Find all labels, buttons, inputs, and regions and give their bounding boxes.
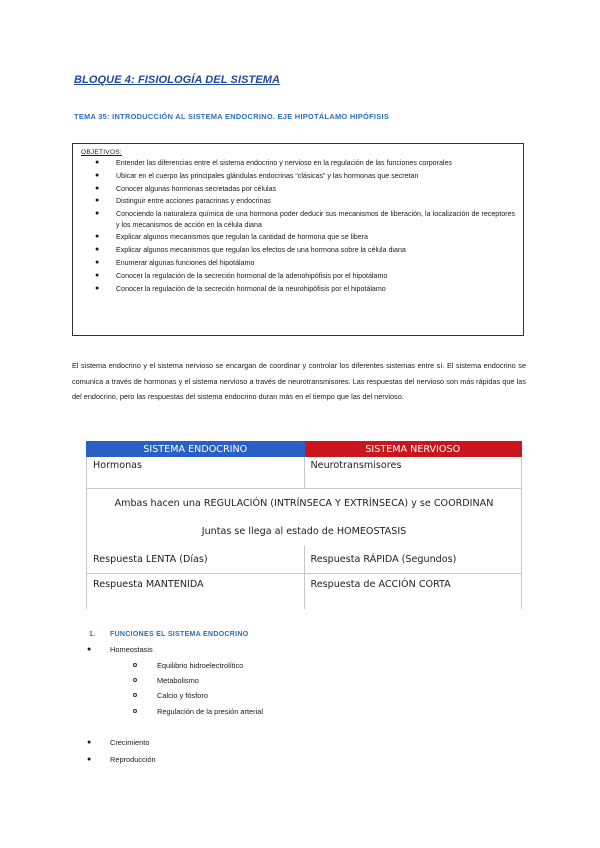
- cell-shared-regulation: Ambas hacen una REGULACIÓN (INTRÍNSECA Y EXTRÍNSECA) y se COORDINAN: [87, 489, 522, 518]
- cell-nervous-duration: Respuesta de ACCIÓN CORTA: [304, 574, 522, 610]
- function-label: Reproducción: [110, 754, 156, 764]
- sub-list-item: [110, 704, 263, 719]
- cell-endocrine-duration: Respuesta MANTENIDA: [87, 574, 305, 610]
- functions-section-heading: [89, 631, 249, 638]
- objective-item: [81, 284, 515, 294]
- table-row: [87, 574, 522, 610]
- objective-item: [81, 232, 515, 242]
- cell-nervous-messenger: Neurotransmisores: [304, 457, 522, 489]
- cell-endocrine-speed: Respuesta LENTA (Días): [87, 545, 305, 574]
- intro-paragraph: El sistema endocrino y el sistema nervioso se encargan de coordinar y controlar los diferentes sistemas entre sí. El sistema endocrino se comunica a través de hormonas y el sistema nervioso a través de neurotransmisores. Las respuestas del nervioso son más rápidas que las del endocrino, pero las respuestas del sistema endocrino duran más en el tiempo que las del nervioso.: [72, 361, 526, 402]
- functions-list: [72, 644, 263, 766]
- bullet-icon: ●: [95, 171, 100, 179]
- function-label: Homeostasis: [110, 645, 153, 654]
- cell-endocrine-messenger: Hormonas: [87, 457, 305, 489]
- homeostasis-sublist: [110, 658, 263, 719]
- objectives-heading: OBJETIVOS:: [81, 149, 122, 156]
- block-title: BLOQUE 4: FISIOLOGÍA DEL SISTEMA: [74, 74, 281, 86]
- objectives-box: [72, 143, 524, 336]
- table-row: [87, 517, 522, 545]
- objective-text: Conocer la regulación de la secreción hormonal de la neurohipófisis por el hipotálamo: [116, 284, 386, 293]
- circle-bullet-icon: [133, 709, 137, 713]
- objective-text: Conociendo la naturaleza química de una hormona poder deducir sus mecanismos de liberación, la localización de receptores y los mecanismos de acción en la célula diana: [116, 210, 515, 229]
- cell-shared-homeostasis: Juntas se llega al estado de HOMEOSTASIS: [87, 517, 522, 545]
- objective-item: [81, 184, 515, 194]
- sub-item-label: Equilibrio hidroelectrolítico: [157, 661, 244, 670]
- objective-text: Conocer algunas hormonas secretadas por células: [116, 184, 277, 193]
- objective-item: [81, 271, 515, 281]
- bullet-icon: ●: [87, 738, 92, 746]
- objective-item: [81, 196, 515, 206]
- objective-item: [81, 258, 515, 268]
- circle-bullet-icon: [133, 693, 137, 697]
- bullet-icon: ●: [95, 210, 100, 218]
- bullet-icon: ●: [95, 246, 100, 254]
- sub-list-item: [110, 658, 263, 673]
- sub-item-label: Regulación de la presión arterial: [157, 706, 263, 716]
- objective-text: Distinguir entre acciones paracrinas y endocrinas: [116, 197, 271, 206]
- function-item-homeostasis: [72, 644, 263, 719]
- sub-list-item: [110, 688, 263, 703]
- bullet-icon: ●: [87, 755, 92, 763]
- section-title: FUNCIONES EL SISTEMA ENDOCRINO: [110, 631, 249, 638]
- objective-text: Enumerar algunas funciones del hipotálamo: [116, 258, 255, 267]
- bullet-icon: ●: [95, 233, 100, 241]
- objective-item: [81, 171, 515, 181]
- table-row: [87, 457, 522, 489]
- bullet-icon: ●: [95, 271, 100, 279]
- header-endocrine-system: SISTEMA ENDOCRINO: [87, 442, 305, 457]
- objective-text: Entender las diferencias entre el sistema endocrino y nervioso en la regulación de las funciones corporales: [116, 159, 452, 167]
- bullet-icon: ●: [95, 159, 100, 166]
- bullet-icon: ●: [87, 646, 92, 653]
- sub-item-label: Metabolismo: [157, 676, 199, 686]
- function-item-reproduction: [72, 754, 263, 766]
- objective-text: Ubicar en el cuerpo las principales glándulas endocrinas “clásicas” y las hormonas que secretan: [116, 171, 419, 180]
- topic-title: TEMA 35: INTRODUCCIÓN AL SISTEMA ENDOCRINO. EJE HIPOTÁLAMO HIPÓFISIS: [74, 112, 390, 121]
- circle-bullet-icon: [133, 663, 137, 667]
- bullet-icon: ●: [95, 184, 100, 192]
- objective-item: [81, 245, 515, 255]
- table-row: [87, 489, 522, 518]
- comparison-table: [86, 441, 522, 609]
- bullet-icon: ●: [95, 258, 100, 266]
- section-number: 1.: [89, 631, 96, 638]
- objective-text: Explicar algunos mecanismos que regulan la cantidad de hormona que se libera: [116, 233, 368, 242]
- table-header-row: [87, 442, 522, 457]
- function-label: Crecimiento: [110, 737, 150, 747]
- objective-item: [81, 209, 515, 230]
- sub-list-item: [110, 673, 263, 688]
- sub-item-label: Calcio y fósforo: [157, 691, 208, 701]
- objectives-list: [81, 158, 515, 294]
- table-row: [87, 545, 522, 574]
- cell-nervous-speed: Respuesta RÁPIDA (Segundos): [304, 545, 522, 574]
- objective-text: Explicar algunos mecanismos que regulan los efectos de una hormona sobre la célula diana: [116, 246, 406, 255]
- header-nervous-system: SISTEMA NERVIOSO: [304, 442, 522, 457]
- objective-text: Conocer la regulación de la secreción hormonal de la adenohipófisis por el hipotálamo: [116, 271, 388, 280]
- circle-bullet-icon: [133, 678, 137, 682]
- function-item-growth: [72, 737, 263, 749]
- bullet-icon: ●: [95, 197, 100, 205]
- objective-item: [81, 158, 515, 168]
- bullet-icon: ●: [95, 284, 100, 292]
